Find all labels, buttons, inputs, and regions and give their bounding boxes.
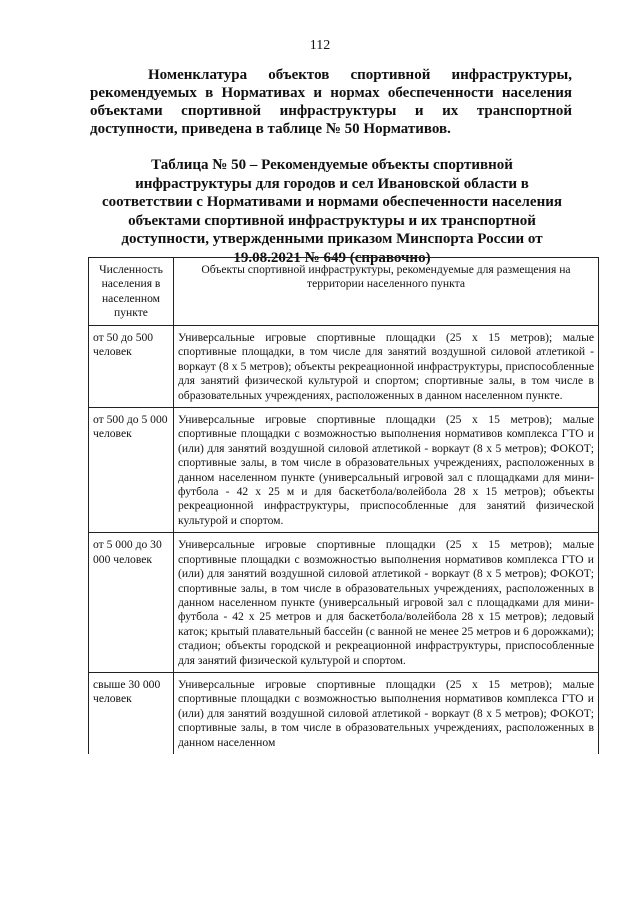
objects-cell: Универсальные игровые спортивные площадки (25 х 15 метров); малые спортивные площадки с возможностью выполнения нормативов комплекса ГТО и (или) для занятий воздушной силовой атлетикой - воркаут (8 х 5 метров); ФОКОТ; спортивные залы, в том числе в образовательных учреждениях, расположенных в данном населенном пункте (универсальный игровой зал с площадками для мини-футбола - 42 х 25 метров и для баскетбола/волейбола 28 х 15 метров); ледовый каток; крытый плавательный бассейн (с ванной не менее 25 метров и 6 дорожками); стадион; объекты городской и рекреационной инфраструктуры, приспособленные для занятий физической культурой и спортом.: [174, 533, 599, 673]
table-header-row: [89, 258, 599, 326]
objects-cell: Универсальные игровые спортивные площадки (25 х 15 метров); малые спортивные площадки с возможностью выполнения нормативов комплекса ГТО и (или) для занятий воздушной силовой атлетикой - воркаут (8 х 5 метров); ФОКОТ; спортивные залы, в том числе в образовательных учреждениях, расположенных в данном населенном пункте (универсальный игровой зал с площадками для мини-футбола - 42 х 25 м и для баскетбола/волейбола 28 х 15 метров); объекты рекреационной инфраструктуры, приспособленные для занятий физической культурой и спортом.: [174, 408, 599, 533]
table-row: [89, 672, 599, 754]
intro-paragraph: Номенклатура объектов спортивной инфраструктуры, рекомендуемых в Нормативах и нормах обеспеченности населения объектами спортивной инфраструктуры и их транспортной доступности, приведена в таблице № 50 Нормативов.: [90, 67, 572, 137]
population-cell: от 50 до 500 человек: [89, 326, 174, 408]
page-number: 112: [309, 38, 331, 53]
table-caption: Таблица № 50 – Рекомендуемые объекты спортивной инфраструктуры для городов и сел Ивановской области в соответствии с Нормативами и нормами обеспеченности населения объектами спортивной инфраструктуры и их транспортной доступности, утвержденными приказом Минспорта России от 19.08.2021 № 649 (справочно): [102, 157, 562, 266]
header-population: Численность населения в населенном пункте: [89, 258, 174, 326]
table-row: [89, 533, 599, 673]
objects-cell: Универсальные игровые спортивные площадки (25 х 15 метров); малые спортивные площадки с возможностью выполнения нормативов комплекса ГТО и (или) для занятий воздушной силовой атлетикой - воркаут (8 х 5 метров); ФОКОТ; спортивные залы, в том числе в образовательных учреждениях, расположенных в данном населенном: [174, 672, 599, 754]
table-row: [89, 326, 599, 408]
table-row: [89, 408, 599, 533]
population-cell: от 5 000 до 30 000 человек: [89, 533, 174, 673]
header-objects: Объекты спортивной инфраструктуры, рекомендуемые для размещения на территории населенного пункта: [174, 258, 599, 326]
sports-infrastructure-table: [88, 257, 599, 754]
population-cell: свыше 30 000 человек: [89, 672, 174, 754]
objects-cell: Универсальные игровые спортивные площадки (25 х 15 метров); малые спортивные площадки, в том числе для занятий воздушной силовой атлетикой - воркаут (8 х 5 метров); объекты рекреационной инфраструктуры, приспособленные для занятий физической культурой и спортом; спортивные залы, в том числе в образовательных учреждениях, расположенных в данном населенном пункте.: [174, 326, 599, 408]
population-cell: от 500 до 5 000 человек: [89, 408, 174, 533]
